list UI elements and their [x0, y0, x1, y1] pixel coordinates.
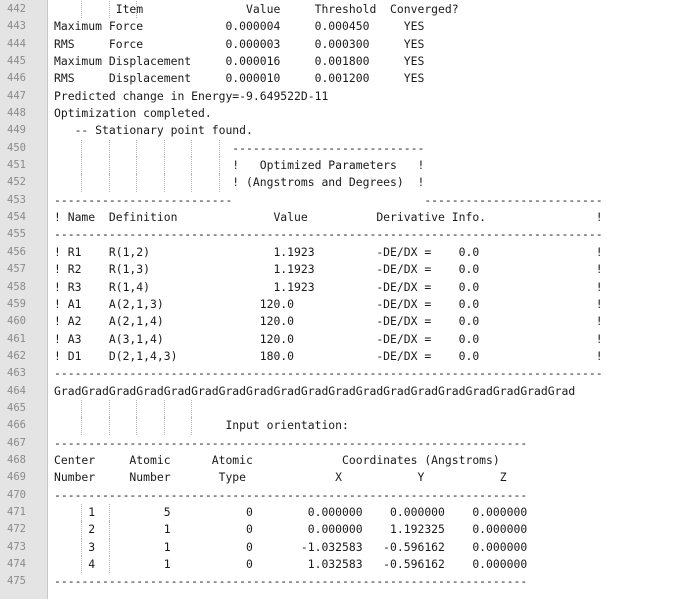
line-text: Center Atomic Atomic Coordinates (Angstroms) [54, 452, 500, 467]
line-text: ! (Angstroms and Degrees) ! [54, 175, 425, 190]
indent-guide [109, 157, 110, 174]
line-number: 453 [7, 193, 26, 206]
code-line[interactable] [0, 296, 700, 313]
line-number: 458 [7, 280, 26, 293]
line-number: 473 [7, 540, 26, 553]
line-number: 475 [7, 575, 26, 588]
line-number: 451 [7, 159, 26, 172]
line-text: --------------------------------------------------------------------- [54, 487, 528, 502]
line-text: -------------------------------------------------------------------------------- [54, 227, 603, 242]
indent-guide [109, 140, 110, 157]
line-number: 448 [7, 107, 26, 120]
line-text: -------------------------------------------------------------------------------- [54, 366, 603, 381]
line-text: 1 5 0 0.000000 0.000000 0.000000 [54, 504, 528, 519]
code-line[interactable] [0, 313, 700, 330]
indent-guide [164, 140, 165, 157]
line-text: RMS Displacement 0.000010 0.001200 YES [54, 71, 425, 86]
code-line[interactable] [0, 365, 700, 382]
code-line[interactable] [0, 157, 700, 174]
indent-guide [191, 157, 192, 174]
indent-guide [164, 417, 165, 434]
code-line[interactable] [0, 192, 700, 209]
code-line[interactable] [0, 261, 700, 278]
line-number: 452 [7, 176, 26, 189]
indent-guide [81, 556, 82, 573]
indent-guide [81, 174, 82, 191]
code-line[interactable] [0, 556, 700, 573]
line-text: Optimization completed. [54, 106, 212, 121]
line-text: --------------------------------------------------------------------- [54, 574, 528, 589]
indent-guide [109, 1, 110, 18]
code-line[interactable] [0, 452, 700, 469]
line-number: 465 [7, 401, 26, 414]
indent-guide [81, 157, 82, 174]
line-number: 459 [7, 297, 26, 310]
line-text: ! R1 R(1,2) 1.1923 -DE/DX = 0.0 ! [54, 244, 603, 259]
line-text: Number Number Type X Y Z [54, 470, 507, 485]
indent-guide [219, 140, 220, 157]
code-line[interactable] [0, 435, 700, 452]
line-text: ! D1 D(2,1,4,3) 180.0 -DE/DX = 0.0 ! [54, 348, 603, 363]
line-text: ! R2 R(1,3) 1.1923 -DE/DX = 0.0 ! [54, 262, 603, 277]
indent-guide [191, 417, 192, 434]
line-number: 443 [7, 20, 26, 33]
code-line[interactable] [0, 244, 700, 261]
code-line[interactable] [0, 383, 700, 400]
line-number: 457 [7, 263, 26, 276]
indent-guide [81, 140, 82, 157]
line-text: ! Name Definition Value Derivative Info. ! [54, 210, 603, 225]
indent-guide [136, 417, 137, 434]
indent-guide [219, 174, 220, 191]
line-text: Item Value Threshold Converged? [54, 2, 459, 16]
line-number: 472 [7, 523, 26, 536]
indent-guide [109, 400, 110, 417]
line-number: 470 [7, 488, 26, 501]
code-line[interactable] [0, 105, 700, 122]
line-text: 4 1 0 1.032583 -0.596162 0.000000 [54, 557, 528, 571]
line-text: 3 1 0 -1.032583 -0.596162 0.000000 [54, 539, 528, 554]
indent-guide [109, 417, 110, 434]
indent-guide [136, 400, 137, 417]
code-line[interactable] [0, 504, 700, 521]
indent-guide [164, 174, 165, 191]
line-number: 474 [7, 558, 26, 570]
indent-guide [136, 174, 137, 191]
line-number: 468 [7, 453, 26, 466]
code-line[interactable] [0, 539, 700, 556]
code-line[interactable] [0, 88, 700, 105]
code-line[interactable] [0, 469, 700, 486]
code-line[interactable] [0, 36, 700, 53]
indent-guide [191, 140, 192, 157]
line-text: ! A3 A(3,1,4) 120.0 -DE/DX = 0.0 ! [54, 331, 603, 346]
code-line[interactable] [0, 573, 700, 590]
code-line[interactable] [0, 487, 700, 504]
code-line[interactable] [0, 348, 700, 365]
line-text: Maximum Force 0.000004 0.000450 YES [54, 19, 425, 34]
indent-guide [136, 1, 137, 18]
code-line[interactable] [0, 174, 700, 191]
indent-guide [81, 521, 82, 538]
indent-guide [219, 157, 220, 174]
code-line[interactable] [0, 279, 700, 296]
line-text: ! R3 R(1,4) 1.1923 -DE/DX = 0.0 ! [54, 279, 603, 294]
indent-guide [109, 174, 110, 191]
line-text: -------------------------- -------------------------- [54, 192, 603, 207]
line-number: 450 [7, 141, 26, 154]
indent-guide [109, 556, 110, 573]
indent-guide [191, 174, 192, 191]
code-line[interactable] [0, 53, 700, 70]
code-line[interactable] [0, 417, 700, 434]
editor-content[interactable] [0, 1, 700, 591]
line-text: -- Stationary point found. [54, 123, 253, 138]
line-number: 469 [7, 471, 26, 484]
code-line[interactable] [0, 400, 700, 417]
code-line[interactable] [0, 18, 700, 35]
line-text: Maximum Displacement 0.000016 0.001800 YES [54, 54, 425, 69]
line-number: 444 [7, 37, 26, 50]
indent-guide [164, 400, 165, 417]
code-line[interactable] [0, 1, 700, 18]
line-number: 447 [7, 89, 26, 102]
code-line[interactable] [0, 226, 700, 243]
line-number: 449 [7, 124, 26, 137]
line-number: 461 [7, 332, 26, 345]
indent-guide [191, 400, 192, 417]
indent-guide [164, 157, 165, 174]
line-text: --------------------------------------------------------------------- [54, 435, 528, 450]
line-number: 467 [7, 436, 26, 449]
line-text: ! A1 A(2,1,3) 120.0 -DE/DX = 0.0 ! [54, 296, 603, 311]
indent-guide [81, 417, 82, 434]
indent-guide [81, 400, 82, 417]
line-number: 446 [7, 72, 26, 85]
line-text: ! Optimized Parameters ! [54, 158, 425, 173]
line-text: RMS Force 0.000003 0.000300 YES [54, 36, 425, 51]
indent-guide [109, 539, 110, 556]
line-text: Input orientation: [54, 418, 349, 433]
indent-guide [136, 157, 137, 174]
line-number: 464 [7, 384, 26, 397]
line-text: 2 1 0 0.000000 1.192325 0.000000 [54, 522, 528, 537]
line-number: 460 [7, 315, 26, 328]
code-line[interactable] [0, 521, 700, 538]
code-line[interactable] [0, 209, 700, 226]
line-number: 445 [7, 55, 26, 68]
indent-guide [81, 539, 82, 556]
line-number: 463 [7, 367, 26, 380]
indent-guide [109, 521, 110, 538]
indent-guide [136, 140, 137, 157]
line-number: 462 [7, 349, 26, 362]
line-number: 466 [7, 419, 26, 432]
line-text: ! A2 A(2,1,4) 120.0 -DE/DX = 0.0 ! [54, 314, 603, 329]
indent-guide [109, 504, 110, 521]
code-line[interactable] [0, 122, 700, 139]
line-number: 471 [7, 505, 26, 518]
code-line[interactable] [0, 140, 700, 157]
code-line[interactable] [0, 70, 700, 87]
line-number: 454 [7, 211, 26, 224]
line-number: 455 [7, 228, 26, 241]
line-text: GradGradGradGradGradGradGradGradGradGradGradGradGradGradGradGradGradGradGrad [54, 383, 576, 398]
line-number: 442 [7, 3, 26, 15]
code-line[interactable] [0, 331, 700, 348]
line-text: Predicted change in Energy=-9.649522D-11 [54, 88, 329, 103]
indent-guide [81, 504, 82, 521]
line-text: ---------------------------- [54, 140, 425, 155]
line-number: 456 [7, 245, 26, 258]
indent-guide [81, 1, 82, 18]
